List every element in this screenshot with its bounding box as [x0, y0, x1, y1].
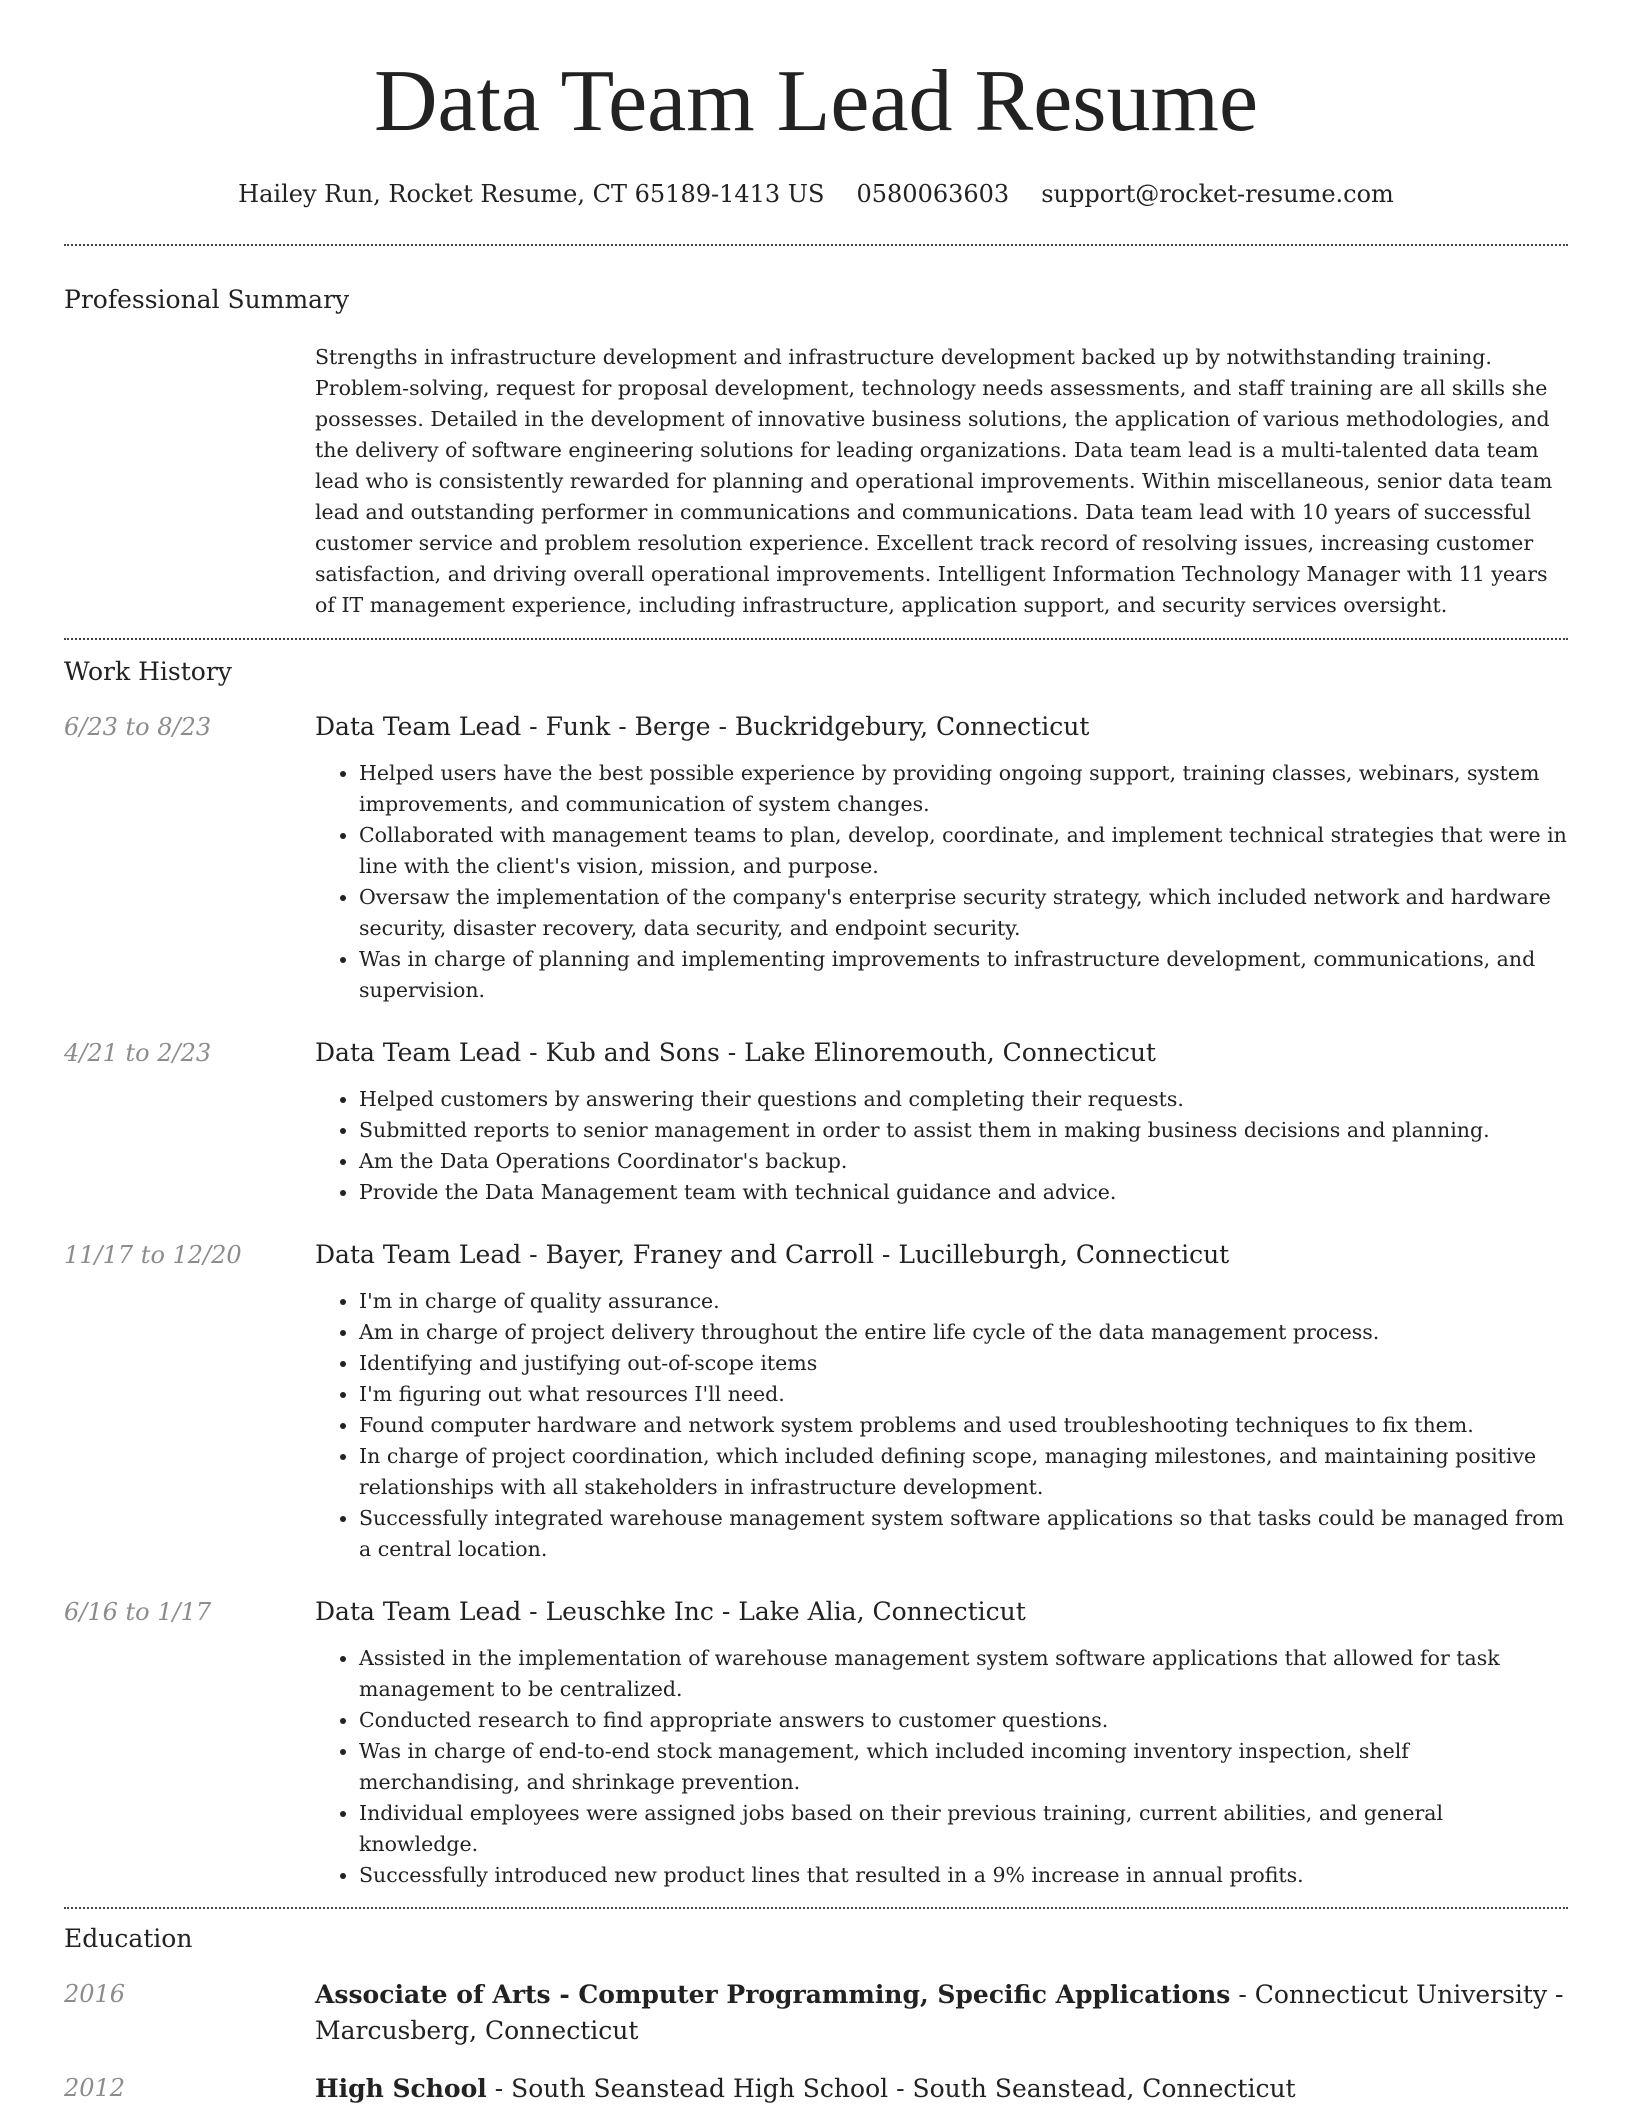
contact-line	[0, 178, 1632, 210]
job-bullet: • Was in charge of end-to-end stock management, which included incoming inventory inspection, shelf merchandising, and shrinkage prevention.	[359, 1736, 1568, 1798]
education-year: 2016	[64, 1980, 126, 2008]
education-degree: Associate of Arts - Computer Programming, Specific Applications	[315, 1980, 1231, 2009]
job-entry	[64, 1036, 1568, 1208]
job-bullet: • Submitted reports to senior management in order to assist them in making business decisions and planning.	[359, 1115, 1568, 1146]
job-dates: 4/21 to 2/23	[64, 1039, 212, 1067]
education-heading: Education	[64, 1924, 193, 1953]
education-entry	[64, 2071, 1568, 2107]
summary-section	[0, 284, 1632, 621]
job-bullet: • Was in charge of planning and implementing improvements to infrastructure development, communications, and supervision.	[359, 944, 1568, 1006]
contact-address: Hailey Run, Rocket Resume, CT 65189-1413 US	[238, 180, 825, 208]
job-bullet: • Oversaw the implementation of the company's enterprise security strategy, which included network and hardware security, disaster recovery, data security, and endpoint security.	[359, 882, 1568, 944]
job-bullet: • Identifying and justifying out-of-scope items	[359, 1348, 1568, 1379]
education-school: - South Seanstead High School - South Seanstead, Connecticut	[486, 2074, 1296, 2103]
education-entry	[64, 1977, 1568, 2049]
job-bullet: • Found computer hardware and network system problems and used troubleshooting techniques to fix them.	[359, 1410, 1568, 1441]
job-title: Data Team Lead - Funk - Berge - Buckridgebury, Connecticut	[315, 712, 1090, 741]
education-school: - Connecticut University - Marcusberg, Connecticut	[315, 1980, 1564, 2045]
job-bullet: • I'm in charge of quality assurance.	[359, 1286, 1568, 1317]
education-details	[315, 1977, 1568, 2049]
job-bullet: • Am in charge of project delivery throughout the entire life cycle of the data management process.	[359, 1317, 1568, 1348]
job-bullet: • Collaborated with management teams to plan, develop, coordinate, and implement technical strategies that were in line with the client's vision, mission, and purpose.	[359, 820, 1568, 882]
job-title: Data Team Lead - Kub and Sons - Lake Elinoremouth, Connecticut	[315, 1038, 1156, 1067]
contact-phone: 0580063603	[856, 180, 1010, 208]
job-bullet: • I'm figuring out what resources I'll need.	[359, 1379, 1568, 1410]
job-entry	[64, 1238, 1568, 1565]
job-bullet: • Successfully introduced new product lines that resulted in a 9% increase in annual profits.	[359, 1860, 1568, 1891]
work-history-section	[0, 656, 1632, 1891]
contact-email: support@rocket-resume.com	[1041, 180, 1394, 208]
job-bullets	[315, 1643, 1568, 1891]
job-entry	[64, 710, 1568, 1006]
job-bullet: • In charge of project coordination, which included defining scope, managing milestones, and maintaining positive relationships with all stakeholders in infrastructure development.	[359, 1441, 1568, 1503]
job-bullet: • Provide the Data Management team with technical guidance and advice.	[359, 1177, 1568, 1208]
section-divider	[64, 638, 1568, 640]
job-bullet: • Conducted research to find appropriate answers to customer questions.	[359, 1705, 1568, 1736]
education-year: 2012	[64, 2074, 126, 2102]
resume-header	[0, 0, 1632, 210]
page-title: Data Team Lead Resume	[373, 53, 1259, 150]
education-section	[0, 1923, 1632, 2107]
summary-heading: Professional Summary	[64, 285, 350, 314]
section-divider	[64, 1907, 1568, 1909]
job-bullet: • Helped users have the best possible experience by providing ongoing support, training classes, webinars, system improvements, and communication of system changes.	[359, 758, 1568, 820]
job-title: Data Team Lead - Bayer, Franey and Carroll - Lucilleburgh, Connecticut	[315, 1240, 1230, 1269]
job-dates: 6/16 to 1/17	[64, 1598, 212, 1626]
job-bullet: • Helped customers by answering their questions and completing their requests.	[359, 1084, 1568, 1115]
job-bullet: • Assisted in the implementation of warehouse management system software applications that allowed for task management to be centralized.	[359, 1643, 1568, 1705]
job-dates: 6/23 to 8/23	[64, 713, 212, 741]
education-degree: High School	[315, 2074, 487, 2103]
job-bullet: • Individual employees were assigned jobs based on their previous training, current abilities, and general knowledge.	[359, 1798, 1568, 1860]
education-details	[315, 2071, 1568, 2107]
summary-text: Strengths in infrastructure development and infrastructure development backed up by notwithstanding training. Problem-solving, request for proposal development, technology needs assessments, and staff training are all skills she possesses. Detailed in the development of innovative business solutions, the application of various methodologies, and the delivery of software engineering solutions for leading organizations. Data team lead is a multi-talented data team lead who is consistently rewarded for planning and operational improvements. Within miscellaneous, senior data team lead and outstanding performer in communications and communications. Data team lead with 10 years of successful customer service and problem resolution experience. Excellent track record of resolving issues, increasing customer satisfaction, and driving overall operational improvements. Intelligent Information Technology Manager with 11 years of IT management experience, including infrastructure, application support, and security services oversight.	[315, 345, 1553, 617]
job-bullets	[315, 758, 1568, 1006]
job-dates: 11/17 to 12/20	[64, 1241, 242, 1269]
job-bullet: • Successfully integrated warehouse management system software applications so that tasks could be managed from a central location.	[359, 1503, 1568, 1565]
work-history-heading: Work History	[64, 657, 232, 686]
job-bullet: • Am the Data Operations Coordinator's backup.	[359, 1146, 1568, 1177]
section-divider	[64, 244, 1568, 246]
job-entry	[64, 1595, 1568, 1891]
job-bullets	[315, 1084, 1568, 1208]
job-bullets	[315, 1286, 1568, 1565]
job-title: Data Team Lead - Leuschke Inc - Lake Alia, Connecticut	[315, 1597, 1026, 1626]
